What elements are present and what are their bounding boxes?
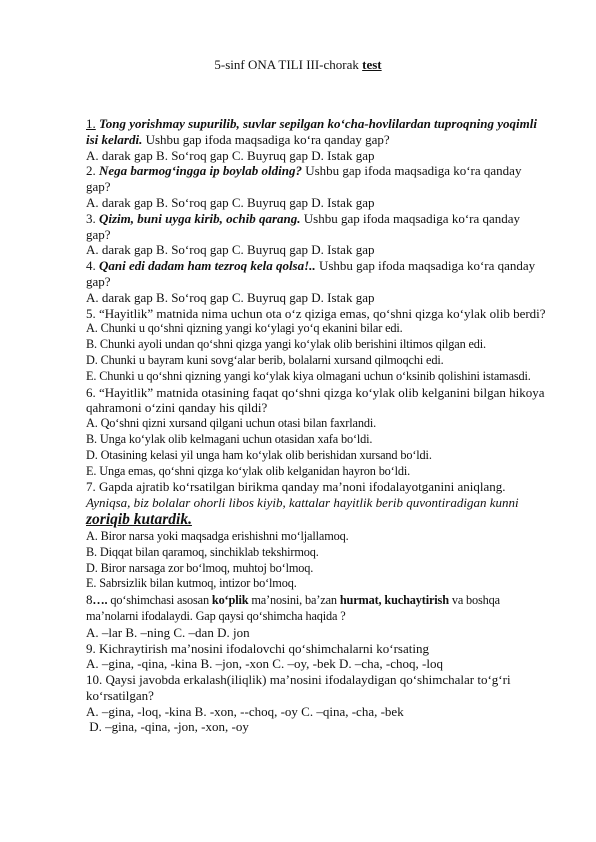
- question-8-options: A. –lar B. –ning C. –dan D. jon: [86, 624, 250, 640]
- option-d: D. Otasining kelasi yil unga ham ko‘ylak olib berishidan xursand bo‘ldi.: [86, 447, 432, 462]
- sentence-text: Ayniqsa, biz bolalar ohorli libos kiyib, kattalar hayitlik berib quvontiradigan kunni: [86, 495, 519, 511]
- question-10-options-line-1: A. –gina, -loq, -kina B. -xon, --choq, -oy C. –qina, -cha, -bek: [86, 703, 404, 719]
- question-6: 6. “Hayitlik” matnida otasining faqat qo‘shni qizga ko‘ylak olib kelganini bilgan hikoya qahramoni o‘zini qanday his qildi?: [86, 384, 545, 416]
- bold-term: ko‘plik: [211, 593, 249, 608]
- question-number: 4.: [86, 258, 96, 274]
- question-number: 3.: [86, 210, 96, 226]
- question-number: 8: [86, 592, 93, 608]
- question-2: [86, 163, 546, 195]
- question-sentence: Qani edi dadam ham tezroq kela qolsa!..: [95, 258, 316, 274]
- blank-dots: ….: [92, 593, 111, 608]
- question-text-part: qo‘shimchasi asosan: [110, 593, 212, 608]
- question-7: 7. Gapda ajratib ko‘rsatilgan birikma qanday ma’noni ifodalayotganini aniqlang.: [86, 479, 506, 495]
- question-3: [86, 211, 546, 243]
- question-7-sentence: [86, 495, 546, 529]
- question-sentence: Qizim, buni uyga kirib, ochib qarang.: [95, 210, 301, 226]
- page-title: [0, 57, 596, 73]
- option-e: E. Chunki u qo‘shni qizning yangi ko‘ylak kiya olmagani uchun o‘ksinib qolishini istamasdi.: [86, 368, 531, 383]
- option-b: B. Chunki ayoli undan qo‘shni qizga yangi ko‘ylak olib berishini iltimos qilgan edi.: [86, 337, 486, 352]
- question-prompt: Ushbu gap ifoda maqsadiga ko‘ra qanday gap?: [86, 163, 522, 195]
- option-d: D. Chunki u bayram kuni sovg‘alar berib, bolalarni xursand qilmoqchi edi.: [86, 352, 444, 367]
- bold-term: hurmat, kuchaytirish: [339, 593, 449, 608]
- title-text: 5-sinf ONA TILI III-chorak: [214, 57, 363, 72]
- test-content: [86, 116, 546, 735]
- question-1: [86, 116, 546, 148]
- option-b: B. Diqqat bilan qaramoq, sinchiklab tekshirmoq.: [86, 544, 319, 559]
- question-9: 9. Kichraytirish ma’nosini ifodalovchi qo‘shimchalarni ko‘rsating: [86, 640, 429, 656]
- question-prompt: Ushbu gap ifoda maqsadiga ko‘ra qanday gap?: [142, 131, 390, 147]
- question-3-options: A. darak gap B. So‘roq gap C. Buyruq gap D. Istak gap: [86, 242, 375, 258]
- question-prompt: Ushbu gap ifoda maqsadiga ko‘ra qanday gap?: [86, 210, 521, 242]
- question-10: 10. Qaysi javobda erkalash(iliqlik) ma’nosini ifodalaydigan qo‘shimchalar to‘g‘ri ko‘rsatilgan?: [86, 672, 511, 703]
- question-4: [86, 258, 546, 290]
- option-e: E. Sabrsizlik bilan kutmoq, intizor bo‘lmoq.: [86, 576, 297, 591]
- question-2-options: A. darak gap B. So‘roq gap C. Buyruq gap D. Istak gap: [86, 194, 375, 210]
- option-a: A. Chunki u qo‘shni qizning yangi ko‘ylagi yo‘q ekanini bilar edi.: [86, 321, 403, 336]
- question-5: 5. “Hayitlik” matnida nima uchun ota o‘z qiziga emas, qo‘shni qizga ko‘ylak olib berdi?: [86, 305, 546, 321]
- question-number: 1.: [86, 116, 96, 131]
- question-text-part: va boshqa ma’nolarni ifodalaydi. Gap qaysi qo‘shimcha haqida ?: [86, 593, 500, 623]
- question-sentence: Nega barmog‘ingga ip boylab olding?: [95, 163, 302, 179]
- option-d: D. Biror narsaga zor bo‘lmoq, muhtoj bo‘lmoq.: [86, 560, 314, 575]
- question-8: [86, 592, 546, 625]
- question-9-options: A. –gina, -qina, -kina B. –jon, -xon C. –oy, -bek D. –cha, -choq, -loq: [86, 656, 443, 672]
- question-text-part: ma’nosini, ba’zan: [248, 593, 340, 608]
- option-a: A. Biror narsa yoki maqsadga erishishni mo‘ljallamoq.: [86, 528, 349, 543]
- option-a: A. Qo‘shni qizni xursand qilgani uchun otasi bilan faxrlandi.: [86, 416, 377, 431]
- option-e: E. Unga emas, qo‘shni qizga ko‘ylak olib kelganidan hayron bo‘ldi.: [86, 463, 411, 478]
- question-number: 2.: [86, 163, 96, 179]
- highlighted-phrase: zoriqib kutardik.: [86, 510, 192, 528]
- question-prompt: Ushbu gap ifoda maqsadiga ko‘ra qanday gap?: [86, 258, 536, 289]
- question-10-options-line-2: D. –gina, -qina, -jon, -xon, -oy: [86, 719, 249, 735]
- question-sentence: Tong yorishmay supurilib, suvlar sepilgan ko‘cha-hovlilardan tuproqning yoqimli isi kelardi.: [86, 116, 537, 147]
- title-test-word: test: [362, 57, 382, 72]
- question-4-options: A. darak gap B. So‘roq gap C. Buyruq gap D. Istak gap: [86, 289, 375, 305]
- option-b: B. Unga ko‘ylak olib kelmagani uchun otasidan xafa bo‘ldi.: [86, 431, 373, 446]
- question-1-options: A. darak gap B. So‘roq gap C. Buyruq gap D. Istak gap: [86, 147, 375, 163]
